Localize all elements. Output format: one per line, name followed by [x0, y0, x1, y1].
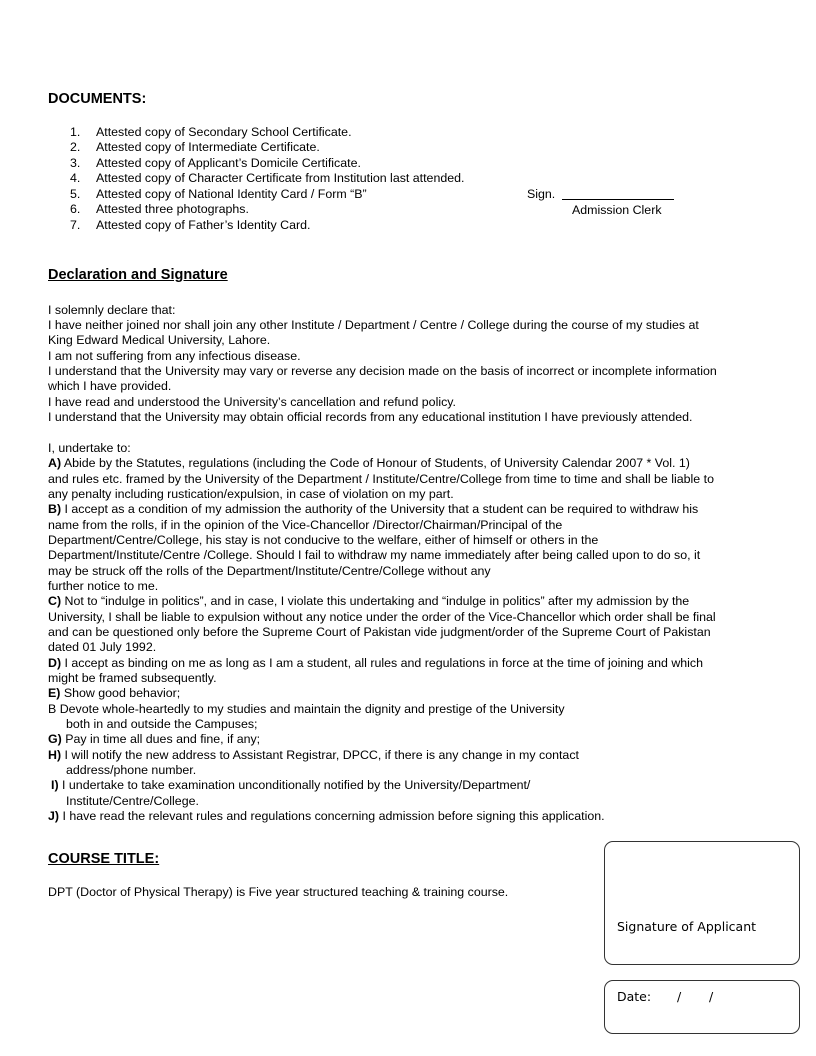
documents-heading: DOCUMENTS: [48, 91, 147, 107]
clause-h-line: address/phone number. [66, 763, 197, 777]
document-item: 4. Attested copy of Character Certificate from Institution last attended. [70, 171, 465, 185]
document-item: 2. Attested copy of Intermediate Certificate. [70, 140, 320, 154]
sign-label: Sign. [527, 187, 556, 201]
clause-e: E) Show good behavior; [48, 686, 181, 700]
course-description: DPT (Doctor of Physical Therapy) is Five year structured teaching & training course. [48, 885, 509, 899]
declaration-line: which I have provided. [48, 379, 172, 393]
declaration-line: King Edward Medical University, Lahore. [48, 333, 271, 347]
clause-a-line: and rules etc. framed by the University of the Department / Institute/Centre/College from time to time and shall be liable to [48, 472, 714, 486]
clause-j: J) I have read the relevant rules and regulations concerning admission before signing this application. [48, 809, 605, 823]
applicant-signature-box[interactable] [604, 841, 800, 965]
clause-d-line: might be framed subsequently. [48, 671, 217, 685]
clause-b-line: name from the rolls, if in the opinion of the Vice-Chancellor /Director/Chairman/Principal of the [48, 518, 563, 532]
clause-i-line: Institute/Centre/College. [66, 794, 199, 808]
clause-b-line: Department/Institute/Centre /College. Should I fail to withdraw my name immediately after being called upon to do so, it [48, 548, 701, 562]
undertaking-intro: I, undertake to: [48, 441, 131, 455]
clause-f-line: both in and outside the Campuses; [66, 717, 258, 731]
clause-c-line: and can be questioned only before the Supreme Court of Pakistan vide judgment/order of the Supreme Court of Pakistan [48, 625, 711, 639]
clause-a: A) Abide by the Statutes, regulations (including the Code of Honour of Students, of University Calendar 2007 * Vol. 1) [48, 456, 690, 470]
clause-b-line: further notice to me. [48, 579, 159, 593]
clause-h: H) I will notify the new address to Assistant Registrar, DPCC, if there is any change in my contact [48, 748, 579, 762]
declaration-line: I have neither joined nor shall join any other Institute / Department / Centre / College during the course of my studies at [48, 318, 699, 332]
date-separator: / [709, 989, 714, 1004]
date-label: Date: [617, 989, 652, 1004]
declaration-line: I have read and understood the University’s cancellation and refund policy. [48, 395, 456, 409]
declaration-line: I am not suffering from any infectious disease. [48, 349, 301, 363]
document-item: 1. Attested copy of Secondary School Certificate. [70, 125, 352, 139]
document-item: 6. Attested three photographs. [70, 202, 249, 216]
document-item: 5. Attested copy of National Identity Card / Form “B” [70, 187, 367, 201]
clause-d: D) I accept as binding on me as long as I am a student, all rules and regulations in force at the time of joining and which [48, 656, 704, 670]
clause-b-line: may be struck off the rolls of the Department/Institute/Centre/College without any [48, 564, 491, 578]
clause-g: G) Pay in time all dues and fine, if any; [48, 732, 261, 746]
clause-b-line: Department/Centre/College, his stay is not conducive to the welfare, either of himself or others in the [48, 533, 599, 547]
date-separator: / [677, 989, 682, 1004]
sign-line [562, 199, 674, 200]
course-title-heading: COURSE TITLE: [48, 851, 160, 867]
date-box[interactable] [604, 980, 800, 1034]
clause-c-line: University, I shall be liable to expulsion without any notice under the order of the Vice-Chancellor which order shall be final [48, 610, 716, 624]
clause-b: B) I accept as a condition of my admission the authority of the University that a student can be required to withdraw his [48, 502, 699, 516]
clause-c-line: dated 01 July 1992. [48, 640, 157, 654]
clause-c: C) Not to “indulge in politics”, and in case, I violate this undertaking and “indulge in politics” after my admission by the [48, 594, 690, 608]
clause-f: B Devote whole-heartedly to my studies and maintain the dignity and prestige of the University [48, 702, 565, 716]
declaration-line: I understand that the University may obtain official records from any educational institution I have previously attended. [48, 410, 693, 424]
admission-clerk-label: Admission Clerk [572, 203, 662, 217]
clause-a-line: any penalty including rustication/expulsion, in case of violation on my part. [48, 487, 454, 501]
declaration-line: I solemnly declare that: [48, 303, 176, 317]
declaration-line: I understand that the University may vary or reverse any decision made on the basis of incorrect or incomplete information [48, 364, 717, 378]
applicant-signature-label: Signature of Applicant [617, 919, 757, 934]
declaration-heading: Declaration and Signature [48, 267, 228, 283]
document-item: 7. Attested copy of Father’s Identity Card. [70, 218, 311, 232]
document-item: 3. Attested copy of Applicant’s Domicile Certificate. [70, 156, 361, 170]
clause-i: I) I undertake to take examination unconditionally notified by the University/Department/ [51, 778, 531, 792]
